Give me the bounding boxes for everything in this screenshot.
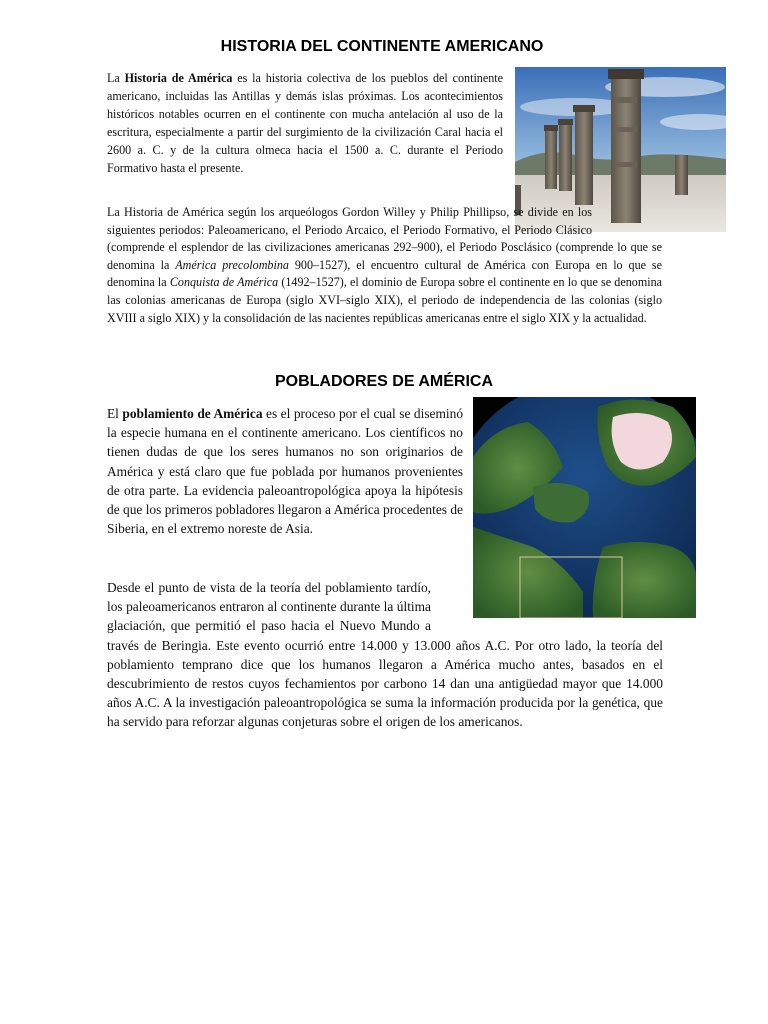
conquista-de-america-italic: Conquista de América bbox=[169, 275, 279, 290]
historia-p1-rest: es la historia colectiva de los pueblos del continente americano, incluidas las Antillas y demás islas próximas. Los acontecimientos históricos notables ocurren en el continente con mucha antelación al uso de la escritura, especialmente a partir del surgimiento de la civilización Caral hacia el 2600 a. C. y de la cultura olmeca hacia el 1500 a. C. durante el Periodo Formativo hasta el presente. bbox=[107, 71, 503, 176]
america-precolombina-italic: América precolombina bbox=[175, 257, 289, 272]
pobladores-p2-text: Desde el punto de vista de la teoría del poblamiento tardío, los paleoamericanos entraron al continente durante la última glaciación, que permitió el paso hacia el Nuevo Mundo a través de Beringia. Este evento ocurrió entre 14.000 y 13.000 años A.C. Por otro lado, la teoría del poblamiento temprano dice que los humanos llegaron a América mucho antes, basados en el descubrimiento de restos cuyos fechamientos por carbono 14 dan una antigüedad mayor que 14.000 años A.C. A la investigación paleoantropológica se suma la información producida por la genética, que ha servido para reforzar algunas conjeturas sobre el origen de los americanos. bbox=[107, 580, 663, 730]
pobladores-p1-lead: El bbox=[107, 406, 123, 421]
historia-p2-part2: 900–1527), el encuentro cultural de América con Europa en lo que se denomina la bbox=[107, 257, 663, 290]
pobladores-paragraph-2 bbox=[107, 578, 663, 732]
poblamiento-de-america-bold: poblamiento de América bbox=[122, 406, 263, 421]
historia-de-america-bold: Historia de América bbox=[124, 71, 233, 85]
section-title-historia: HISTORIA DEL CONTINENTE AMERICANO bbox=[220, 38, 544, 55]
section-title-pobladores: POBLADORES DE AMÉRICA bbox=[274, 373, 494, 390]
historia-p1-lead: La bbox=[107, 71, 125, 85]
historia-paragraph-1 bbox=[107, 69, 503, 178]
pobladores-p1-rest: es el proceso por el cual se diseminó la especie humana en el continente americano. Los científicos no tienen dudas de que los seres humanos no son originarios de América y está claro que fue poblada por humanos provenientes de otra parte. La evidencia paleoantropológica apoya la hipótesis de que los primeros pobladores llegaron a América procedentes de Siberia, en el extremo noreste de Asia. bbox=[107, 406, 464, 537]
historia-p2-part3: (1492–1527), el dominio de Europa sobre el continente en lo que se denomina las colonias americanas de Europa (siglo XVI–siglo XIX), el periodo de independencia de las colonias (siglo XVIII a siglo XIX) y la consolidación de las nacientes repúblicas americanas entre el siglo XIX y la actualidad. bbox=[107, 275, 662, 325]
historia-paragraph-2 bbox=[107, 204, 662, 327]
historia-p2-part1: La Historia de América según los arqueólogos Gordon Willey y Philip Phillipso, se divide en los siguientes periodos: Paleoamericano, el Periodo Arcaico, el Periodo Formativo, el Periodo Clásico (comprende el esplendor de las civilizaciones americanas 292–900), el Periodo Posclásico (comprende lo que se denomina la bbox=[107, 205, 662, 272]
pobladores-paragraph-1 bbox=[107, 404, 463, 538]
